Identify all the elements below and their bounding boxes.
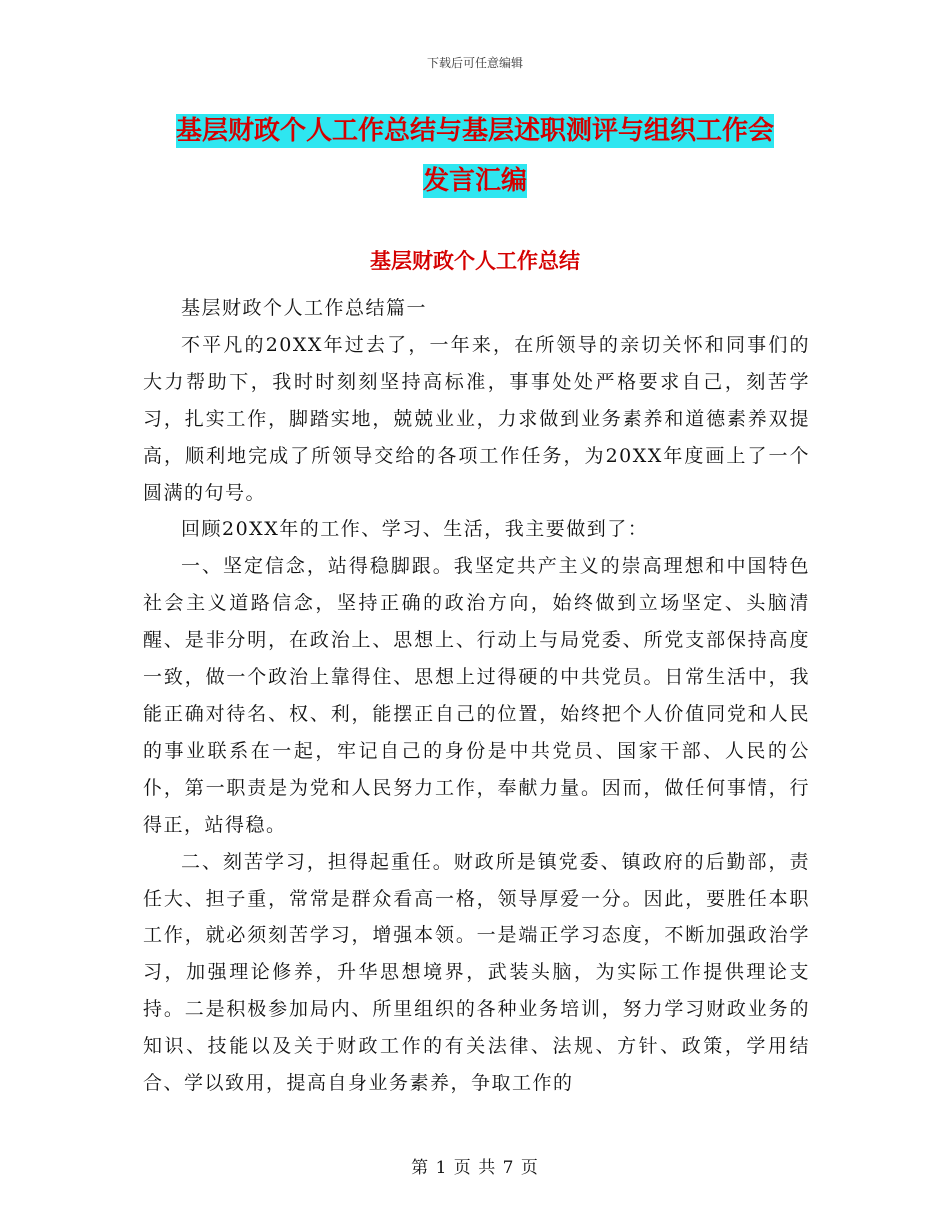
paragraph: 不平凡的20XX年过去了，一年来，在所领导的亲切关怀和同事们的大力帮助下，我时时刻刻坚持高标准，事事处处严格要求自己，刻苦学习，扎实工作，脚踏实地，兢兢业业，力求做到业务素养和道德素养双提高，顺利地完成了所领导交给的各项工作任务，为20XX年度画上了一个圆满的句号。	[143, 333, 810, 504]
page-header-note: 下载后可任意编辑	[426, 56, 523, 70]
paragraph: 一、坚定信念，站得稳脚跟。我坚定共产主义的崇高理想和中国特色社会主义道路信念，坚持正确的政治方向，始终做到立场坚定、头脑清醒、是非分明，在政治上、思想上、行动上与局党委、所党支部保持高度一致，做一个政治上靠得住、思想上过得硬的中共党员。日常生活中，我能正确对待名、权、利，能摆正自己的位置，始终把个人价值同党和人民的事业联系在一起，牢记自己的身份是中共党员、国家干部、人民的公仆，第一职责是为党和人民努力工作，奉献力量。因而，做任何事情，行得正，站得稳。	[143, 555, 810, 836]
paragraph: 回顾20XX年的工作、学习、生活，我主要做到了：	[181, 518, 649, 541]
page-number: 第 1 页 共 7 页	[411, 1158, 539, 1178]
document-body	[143, 290, 810, 1102]
paragraph: 二、刻苦学习，担得起重任。财政所是镇党委、镇政府的后勤部，责任大、担子重，常常是群众看高一格，领导厚爱一分。因此，要胜任本职工作，就必须刻苦学习，增强本领。一是端正学习态度，不断加强政治学习，加强理论修养，升华思想境界，武装头脑，为实际工作提供理论支持。二是积极参加局内、所里组织的各种业务培训，努力学习财政业务的知识、技能以及关于财政工作的有关法律、法规、方针、政策，学用结合、学以致用，提高自身业务素养，争取工作的	[143, 850, 810, 1095]
document-title	[140, 106, 810, 206]
paragraph-subtitle: 基层财政个人工作总结篇一	[181, 297, 428, 319]
document-title-line1: 基层财政个人工作总结与基层述职测评与组织工作会	[175, 116, 774, 146]
section-title: 基层财政个人工作总结	[370, 249, 580, 273]
document-title-line2: 发言汇编	[422, 166, 527, 196]
